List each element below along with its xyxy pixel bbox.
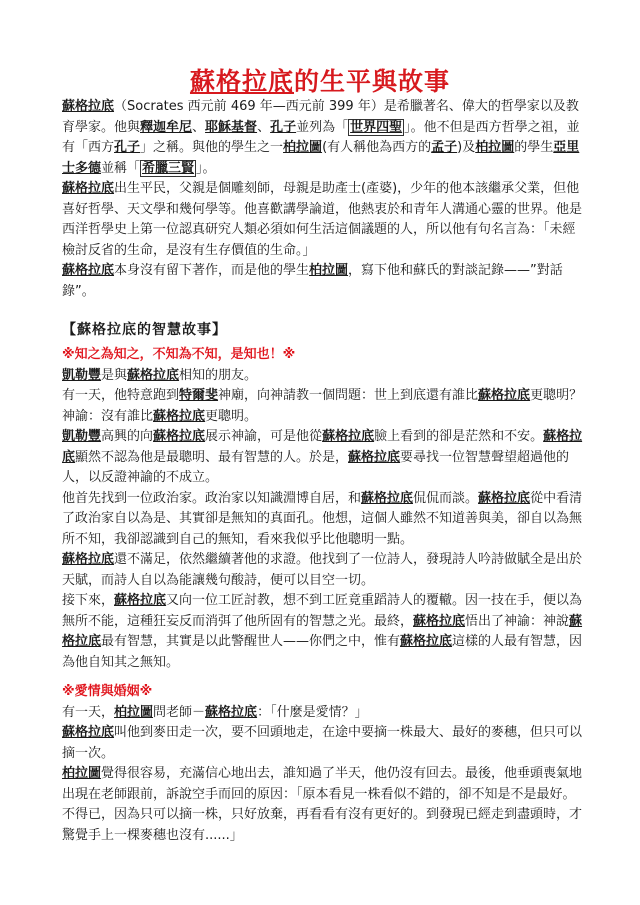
text: (有人稱他為西方的 (322, 140, 432, 155)
text: 神廟，向神請教一個問題：世上到底還有誰比 (218, 388, 479, 403)
text: （Socrates 西元前 469 年—西元前 399 年）是希臘著名、偉大的哲學家以及教育學家。他與 (62, 99, 579, 135)
name-socrates: 蘇格拉底 (114, 593, 167, 608)
name-socrates: 蘇格拉底 (62, 552, 115, 567)
story-paragraph (62, 386, 584, 407)
text: 本身沒有留下著作，而是他的學生 (114, 263, 310, 278)
story-love (62, 682, 584, 846)
name-socrates: 蘇格拉底 (361, 490, 414, 506)
story-paragraph (62, 489, 584, 551)
story-heading: ※知之為知之，不知為不知，是知也！※ (62, 347, 296, 362)
text: 神諭：沒有誰比 (62, 408, 154, 424)
story-paragraph (62, 407, 584, 428)
story-paragraph (62, 723, 584, 764)
page-title (0, 62, 640, 98)
text: 」。 (196, 160, 216, 176)
story-heading: ※愛情與婚姻※ (62, 684, 153, 699)
text: 他首先找到一位政治家。政治家以知識淵博自居，和 (62, 490, 362, 506)
name-plato: 柏拉圖 (309, 263, 349, 278)
name-socrates: 蘇格拉底 (205, 704, 258, 720)
name-socrates: 蘇格拉底 (62, 99, 115, 114)
intro-section (62, 97, 584, 302)
intro-paragraph-2 (62, 179, 584, 261)
name-socrates: 蘇格拉底 (127, 367, 180, 383)
name-socrates: 蘇格拉底 (478, 490, 531, 506)
name-socrates: 蘇格拉底 (153, 429, 206, 444)
name-plato: 柏拉圖 (114, 704, 154, 720)
name-socrates: 蘇格拉底 (62, 613, 583, 649)
name-socrates: 蘇格拉底 (153, 408, 206, 424)
name-aristotle: 亞里士多德 (62, 140, 580, 176)
text: 出生平民，父親是個雕刻師，母親是助產士(產婆)，少年的他本該繼承父業，但他喜好哲學、天文學和幾何學等。他喜歡講學論道，他熱衷於和青年人溝通心靈的世界。他是西洋哲學史上第一位認真研究人類必須如何生活這個議題的人，所以他有句名言為：「未經檢討反省的生命，是沒有生存價值的生命。」 (62, 181, 583, 258)
name-plato: 柏拉圖 (62, 766, 102, 781)
text: 展示神諭，可是他從 (205, 429, 323, 444)
name-chaerephon: 凱勒豐 (62, 429, 102, 444)
text: 顯然不認為他是最聰明、最有智慧的人。於是， (75, 449, 349, 465)
text: 臉上看到的卻是茫然和不安。 (374, 429, 544, 444)
name-plato: 柏拉圖 (283, 140, 323, 155)
text: 有一天， (62, 704, 115, 720)
text: 侃侃而談。 (413, 490, 479, 506)
section-title: 【蘇格拉底的智慧故事】 (62, 322, 227, 338)
text: ，寫下他和蘇氏的對談記錄——”對話錄”。 (62, 263, 563, 299)
text: 、 (257, 119, 271, 135)
text: 叫他到麥田走一次，要不回頭地走，在途中要摘一株最大、最好的麥穗，但只可以摘一次。 (62, 725, 583, 761)
text: 覺得很容易，充滿信心地出去，誰知過了半天，他仍沒有回去。最後，他垂頭喪氣地出現在老師跟前，訴說空手而回的原因：「原本看見一株看似不錯的，卻不知是不是最好。不得已，因為只可以摘一株，只好放棄，再看看有沒有更好的。到發現已經走到盡頭時，才驚覺手上一棵麥穗也沒有......」 (62, 766, 583, 843)
text: 要尋找一位智慧聲望超過他的人，以反證神諭的不成立。 (62, 449, 570, 485)
name-plato: 柏拉圖 (475, 140, 515, 155)
name-confucius: 孔子 (270, 119, 297, 135)
text: 最有智慧，其實是以此警醒世人——你們之中，惟有 (101, 634, 401, 649)
text: 這樣的人最有智慧，因為他自知其之無知。 (62, 634, 583, 670)
text: 」。他不但是西方哲學之祖，並有「西方 (62, 119, 580, 155)
title-name: 蘇格拉底 (189, 67, 294, 96)
text: 更聰明？ (530, 388, 583, 403)
text: 相知的朋友。 (179, 367, 258, 383)
text: 從中看清了政治家自以為是、其實卻是無知的真面孔。他想，這個人雖然不知道善與美，卻自以為無所不知，我卻認識到自己的無知，看來我似乎比他聰明一點。 (62, 490, 583, 547)
text: 的學生 (514, 140, 554, 155)
text: 並列為「 (296, 119, 349, 135)
text: 接下來， (62, 593, 115, 608)
name-socrates: 蘇格拉底 (413, 613, 466, 629)
name-mencius: 孟子 (431, 140, 458, 155)
title-rest: 的生平與故事 (294, 67, 451, 96)
story-wisdom (62, 345, 584, 673)
name-socrates: 蘇格拉底 (62, 263, 115, 278)
name-chaerephon: 凱勒豐 (62, 367, 102, 383)
text: )及 (457, 140, 476, 155)
name-socrates: 蘇格拉底 (322, 429, 375, 444)
story-paragraph (62, 366, 584, 387)
story-paragraph (62, 764, 584, 846)
intro-paragraph-1 (62, 97, 584, 179)
text: 」之稱。與他的學生之一 (140, 140, 284, 155)
name-confucius: 孔子 (114, 140, 141, 155)
name-socrates: 蘇格拉底 (400, 634, 453, 649)
text: 高興的向 (101, 429, 154, 444)
story-paragraph (62, 427, 584, 489)
name-jesus: 耶穌基督 (205, 119, 258, 135)
text: 更聰明。 (205, 408, 258, 424)
text: 問老師－ (153, 704, 206, 720)
text: 又向一位工匠討教，想不到工匠竟重蹈詩人的覆轍。因一技在手，便以為無所不能，這種狂妄反而消弭了他所固有的智慧之光。最終， (62, 593, 583, 629)
story-paragraph (62, 550, 584, 591)
text: 是與 (101, 367, 128, 383)
term-three-sages: 希臘三賢 (142, 160, 195, 176)
name-socrates: 蘇格拉底 (348, 449, 401, 465)
text: 有一天，他特意跑到 (62, 388, 180, 403)
name-sakyamuni: 釋迦牟尼 (140, 119, 193, 135)
name-socrates: 蘇格拉底 (62, 725, 115, 740)
name-socrates: 蘇格拉底 (62, 181, 115, 196)
name-socrates: 蘇格拉底 (62, 429, 583, 465)
text: 、 (192, 119, 206, 135)
text: ：「什麼是愛情？」 (257, 704, 368, 720)
name-socrates: 蘇格拉底 (478, 388, 531, 403)
intro-paragraph-3 (62, 261, 584, 302)
text: 悟出了神諭：神說 (465, 613, 570, 629)
text: 還不滿足，依然繼續著他的求證。他找到了一位詩人，發現詩人吟詩做賦全是出於天賦，而詩人自以為能讓幾句酸詩，便可以目空一切。 (62, 552, 583, 588)
term-four-sages: 世界四聖 (350, 119, 403, 135)
story-paragraph (62, 703, 584, 724)
name-delphi: 特爾斐 (179, 388, 219, 403)
text: 並稱「 (101, 160, 141, 176)
story-paragraph (62, 591, 584, 673)
